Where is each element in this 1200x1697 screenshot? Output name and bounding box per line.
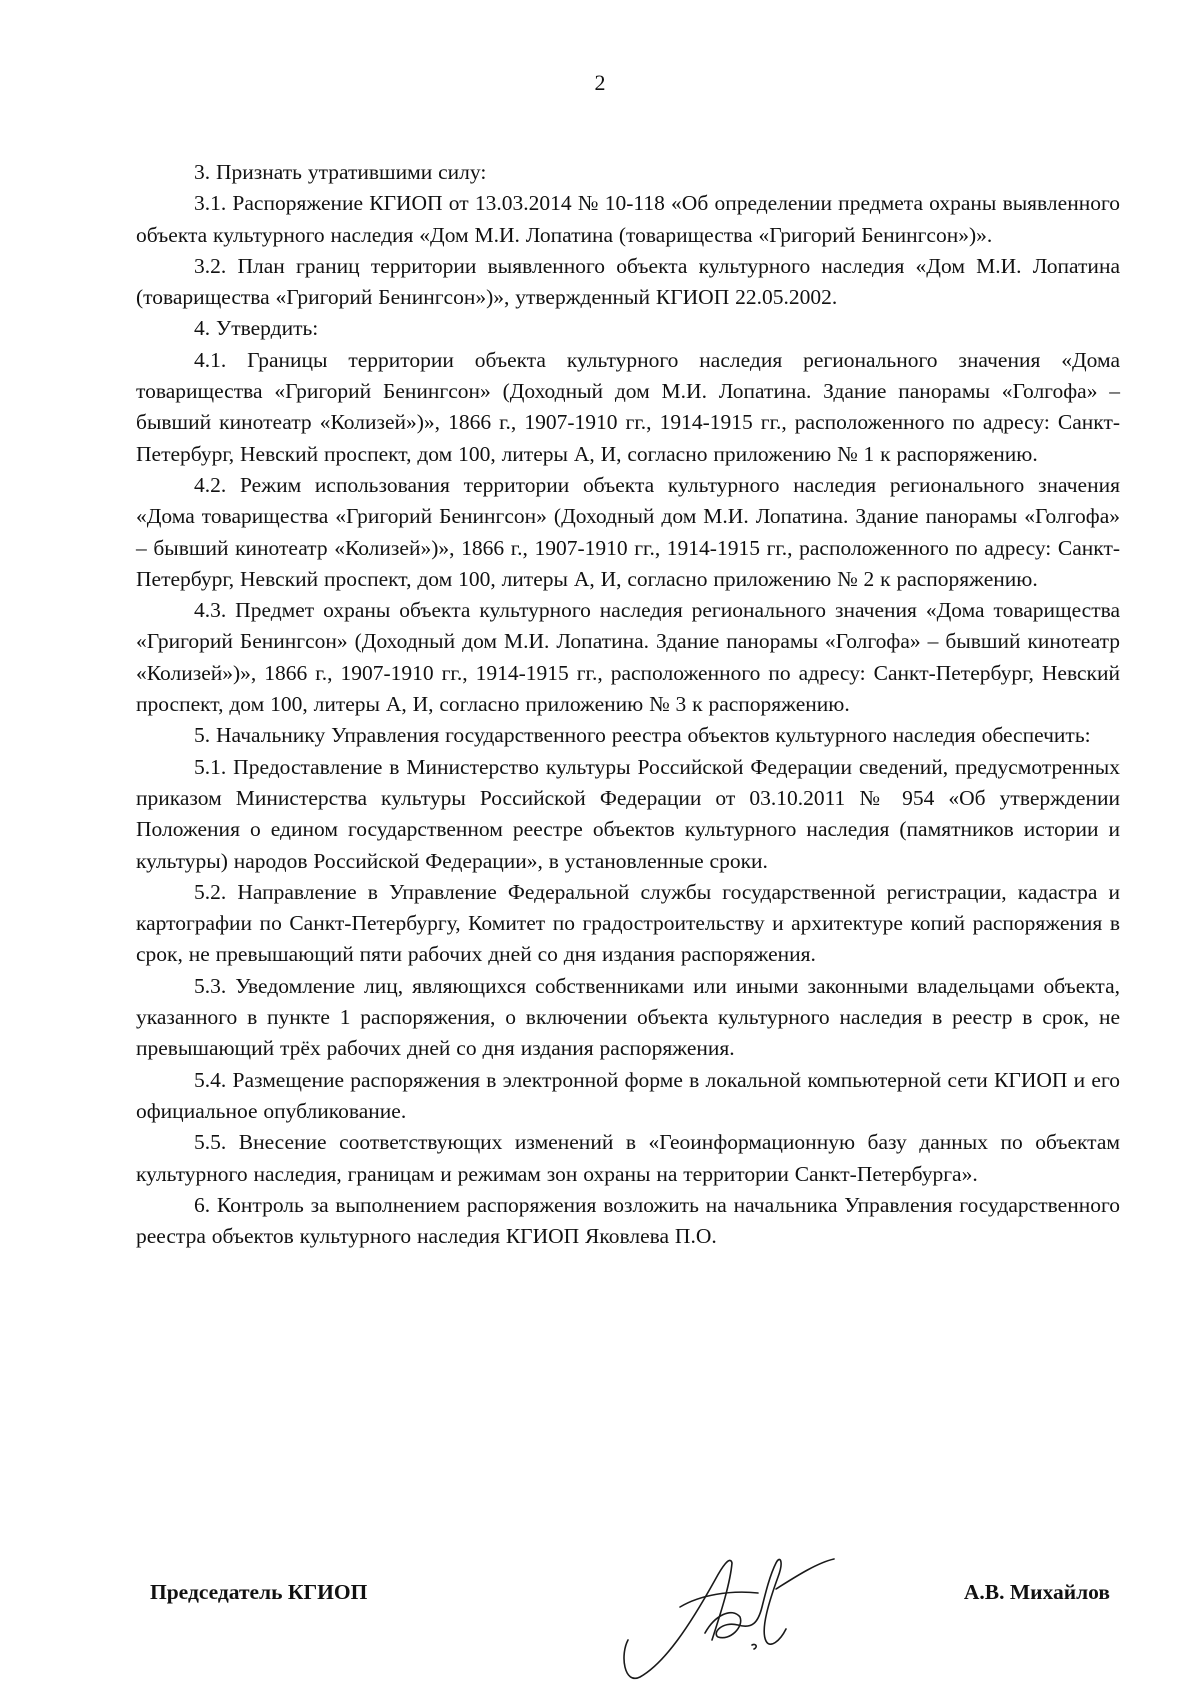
paragraph-4-1: 4.1. Границы территории объекта культурного наследия регионального значения «Дома товарищества «Григорий Бенингсон» (Доходный дом М.И. Лопатина. Здание панорамы «Голгофа» – бывший кинотеатр «Колизей»)», 1866 г., 1907-1910 гг., 1914-1915 гг., расположенного по адресу: Санкт-Петербург, Невский проспект, дом 100, литеры А, И, согласно приложению № 1 к распоряжению. <box>136 347 1120 466</box>
signatory-name: А.В. Михайлов <box>963 1580 1110 1604</box>
signatory-title: Председатель КГИОП <box>150 1580 368 1604</box>
paragraph-4-2: 4.2. Режим использования территории объекта культурного наследия регионального значения «Дома товарищества «Григорий Бенингсон» (Доходный дом М.И. Лопатина. Здание панорамы «Голгофа» – бывший кинотеатр «Колизей»)», 1866 г., 1907-1910 гг., 1914-1915 гг., расположенного по адресу: Санкт-Петербург, Невский проспект, дом 100, литеры А, И, согласно приложению № 2 к распоряжению. <box>136 472 1120 591</box>
paragraph-5-4: 5.4. Размещение распоряжения в электронной форме в локальной компьютерной сети КГИОП и его официальное опубликование. <box>136 1067 1120 1123</box>
paragraph-3-1: 3.1. Распоряжение КГИОП от 13.03.2014 № 10-118 «Об определении предмета охраны выявленного объекта культурного наследия «Дом М.И. Лопатина (товарищества «Григорий Бенингсон»)». <box>136 191 1120 247</box>
paragraph-6: 6. Контроль за выполнением распоряжения возложить на начальника Управления государственного реестра объектов культурного наследия КГИОП Яковлева П.О. <box>136 1192 1120 1249</box>
document-body <box>136 157 1120 1252</box>
paragraph-4-3: 4.3. Предмет охраны объекта культурного наследия регионального значения «Дома товарищества «Григорий Бенингсон» (Доходный дом М.И. Лопатина. Здание панорамы «Голгофа» – бывший кинотеатр «Колизей»)», 1866 г., 1907-1910 гг., 1914-1915 гг., расположенного по адресу: Санкт-Петербург, Невский проспект, дом 100, литеры А, И, согласно приложению № 3 к распоряжению. <box>136 598 1120 717</box>
paragraph-3-2: 3.2. План границ территории выявленного объекта культурного наследия «Дом М.И. Лопатина (товарищества «Григорий Бенингсон»)», утвержденный КГИОП 22.05.2002. <box>136 253 1120 310</box>
paragraph-5-3: 5.3. Уведомление лиц, являющихся собственниками или иными законными владельцами объекта, указанного в пункте 1 распоряжения, о включении объекта культурного наследия в реестр в срок, не превышающий трёх рабочих дней со дня издания распоряжения. <box>136 973 1120 1061</box>
paragraph-5-2: 5.2. Направление в Управление Федеральной службы государственной регистрации, кадастра и картографии по Санкт-Петербургу, Комитет по градостроительству и архитектуре копий распоряжения в срок, не превышающий пяти рабочих дней со дня издания распоряжения. <box>136 879 1120 967</box>
paragraph-3: 3. Признать утратившими силу: <box>194 160 487 184</box>
paragraph-5-5: 5.5. Внесение соответствующих изменений в «Геоинформационную базу данных по объектам культурного наследия, границам и режимам зон охраны на территории Санкт-Петербурга». <box>136 1130 1120 1186</box>
paragraph-4: 4. Утвердить: <box>194 316 319 341</box>
page-number: 2 <box>594 70 606 95</box>
paragraph-5-1: 5.1. Предоставление в Министерство культуры Российской Федерации сведений, предусмотренных приказом Министерства культуры Российской Федерации от 03.10.2011 № 954 «Об утверждении Положения о едином государственном реестре объектов культурного наследия (памятников истории и культуры) народов Российской Федерации», в установленные сроки. <box>136 754 1120 873</box>
paragraph-5: 5. Начальнику Управления государственного реестра объектов культурного наследия обеспечить: <box>194 723 1091 748</box>
handwritten-signature <box>620 1545 870 1690</box>
